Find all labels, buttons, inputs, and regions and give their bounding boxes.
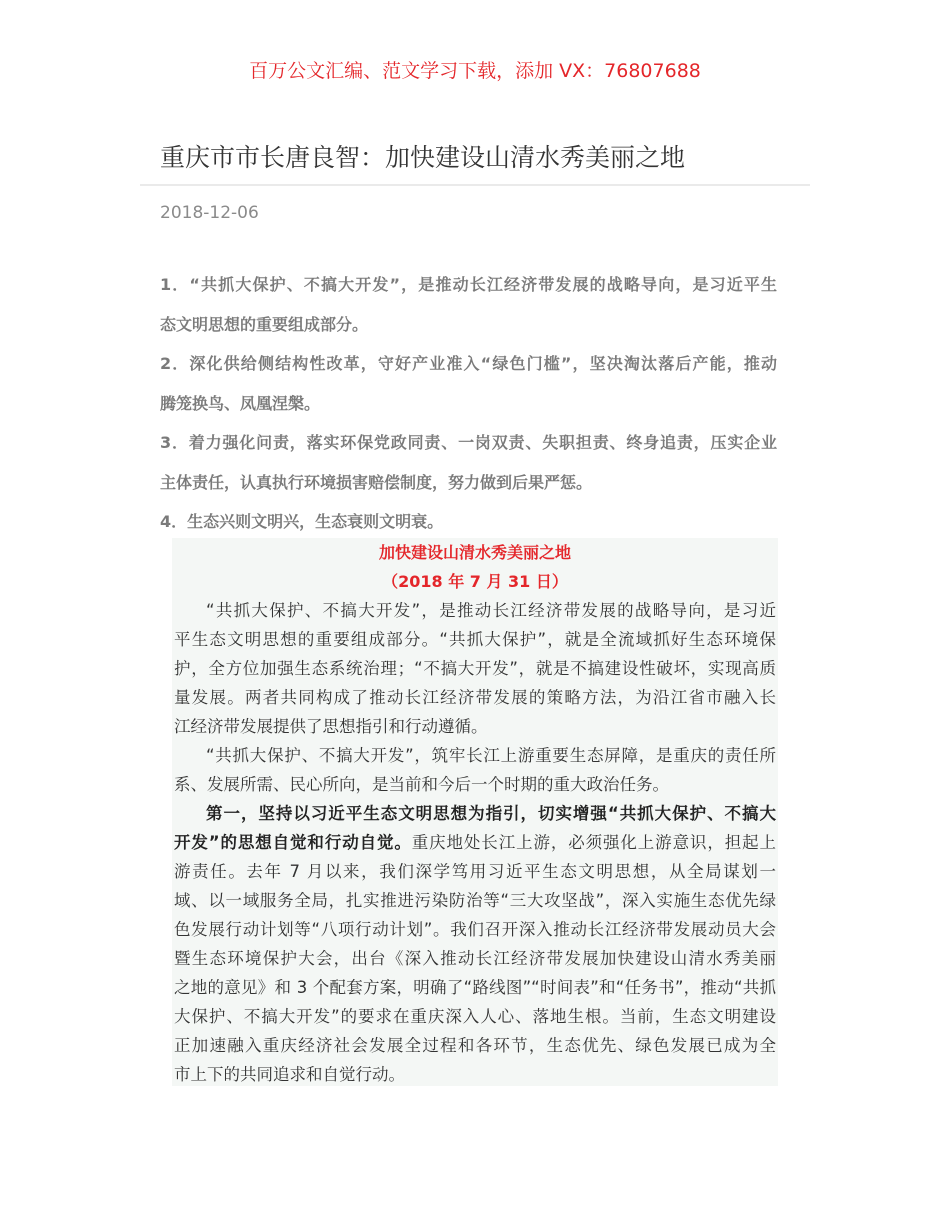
paragraph-line: 护，全方位加强生态系统治理；“不搞大开发”，就是不搞建设性破坏，实现高质 <box>174 659 776 678</box>
bold-lead: 第一，坚持以习近平生态文明思想为指引，切实增强“共抓大保护、不搞大 <box>206 804 776 823</box>
summary-line: 4．生态兴则文明兴，生态衰则文明衰。 <box>160 512 444 531</box>
excerpt-date: （2018 年 7 月 31 日） <box>382 572 568 591</box>
paragraph-line: “共抓大保护、不搞大开发”，是推动长江经济带发展的战略导向，是习近 <box>206 601 776 620</box>
paragraph-line: 域、以一域服务全局，扎实推进污染防治等“三大攻坚战”，深入实施生态优先绿 <box>174 891 776 910</box>
paragraph-line <box>172 828 778 857</box>
paragraph-line: 江经济带发展提供了思想指引和行动遵循。 <box>174 717 488 736</box>
paragraph-line: 游责任。去年 7 月以来，我们深学笃用习近平生态文明思想，从全局谋划一 <box>174 862 776 881</box>
summary-line: 1．“共抓大保护、不搞大开发”，是推动长江经济带发展的战略导向，是习近平生 <box>160 275 777 294</box>
paragraph-line: 之地的意见》和 3 个配套方案，明确了“路线图”“时间表”和“任务书”，推动“共抓 <box>174 978 776 997</box>
paragraph-line: 系、发展所需、民心所向，是当前和今后一个时期的重大政治任务。 <box>174 775 669 794</box>
excerpt-box <box>172 538 778 1086</box>
bold-lead: 开发”的思想自觉和行动自觉。 <box>174 833 412 852</box>
watermark-banner: 百万公文汇编、范文学习下载，添加 VX：76807688 <box>249 60 701 82</box>
paragraph-line: 暨生态环境保护大会，出台《深入推动长江经济带发展加快建设山清水秀美丽 <box>174 949 776 968</box>
summary-list <box>160 272 777 549</box>
title-divider <box>140 184 810 186</box>
paragraph-line <box>172 799 778 828</box>
paragraph-line: 市上下的共同追求和自觉行动。 <box>174 1065 405 1084</box>
paragraph-line: 色发展行动计划等“八项行动计划”。我们召开深入推动长江经济带发展动员大会 <box>174 920 776 939</box>
summary-line: 3．着力强化问责，落实环保党政同责、一岗双责、失职担责、终身追责，压实企业 <box>160 433 777 452</box>
paragraph-line: 大保护、不搞大开发”的要求在重庆深入人心、落地生根。当前，生态文明建设 <box>174 1007 776 1026</box>
excerpt-heading: 加快建设山清水秀美丽之地 <box>378 543 571 562</box>
summary-line: 腾笼换鸟、凤凰涅槃。 <box>160 393 321 413</box>
summary-line: 主体责任，认真执行环境损害赔偿制度，努力做到后果严惩。 <box>160 472 593 492</box>
paragraph-text: 重庆地处长江上游，必须强化上游意识，担起上 <box>411 833 776 852</box>
summary-line: 2．深化供给侧结构性改革，守好产业准入“绿色门槛”，坚决淘汰落后产能，推动 <box>160 354 777 373</box>
publish-date: 2018-12-06 <box>160 203 259 223</box>
paragraph-line: 平生态文明思想的重要组成部分。“共抓大保护”，就是全流域抓好生态环境保 <box>174 630 776 649</box>
paragraph-line: “共抓大保护、不搞大开发”，筑牢长江上游重要生态屏障，是重庆的责任所 <box>206 746 776 765</box>
paragraph-line: 正加速融入重庆经济社会发展全过程和各环节，生态优先、绿色发展已成为全 <box>174 1036 776 1055</box>
page-title: 重庆市市长唐良智：加快建设山清水秀美丽之地 <box>160 143 686 172</box>
summary-line: 态文明思想的重要组成部分。 <box>160 314 369 334</box>
paragraph-line: 量发展。两者共同构成了推动长江经济带发展的策略方法，为沿江省市融入长 <box>174 688 776 707</box>
